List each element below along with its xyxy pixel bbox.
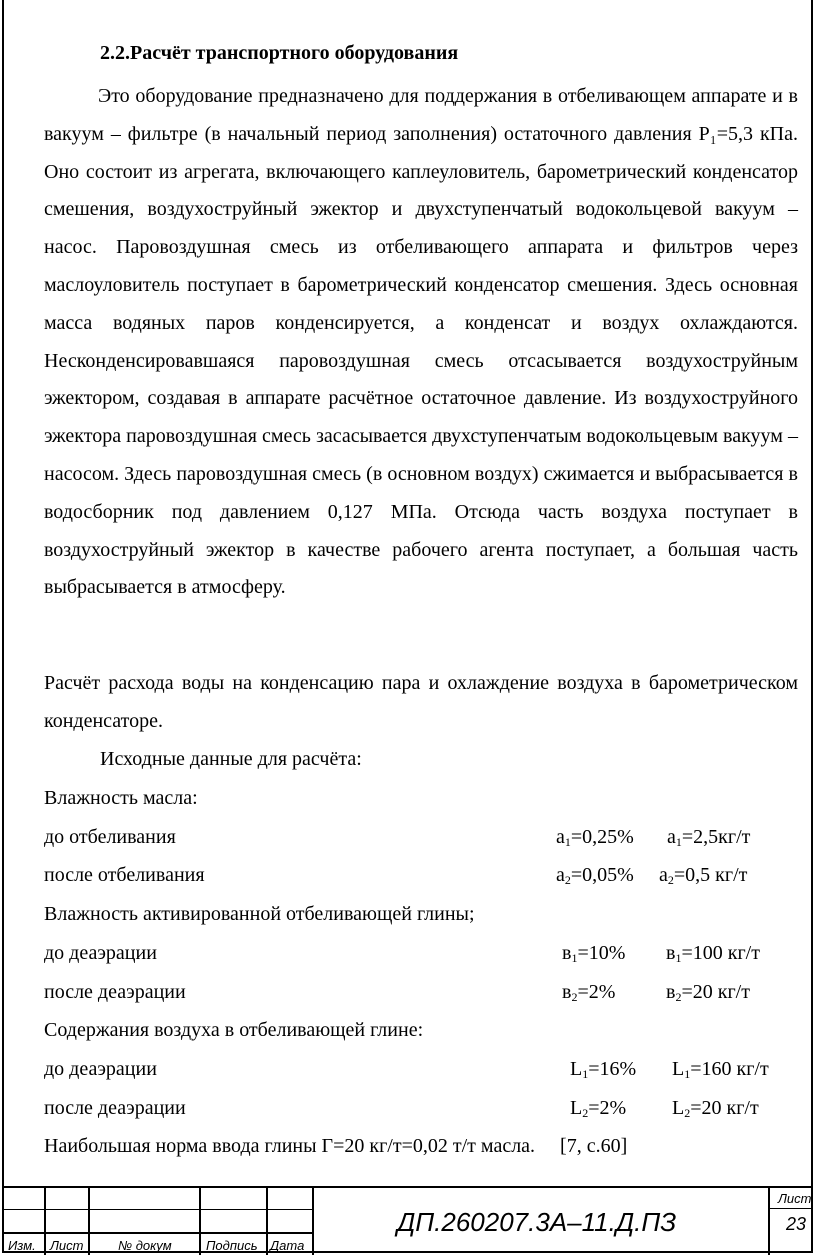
- value-1: $L_2=2\%$: [570, 1097, 627, 1120]
- sheet-number: 23: [786, 1214, 807, 1234]
- section-heading: 2.2.Расчёт транспортного оборудования: [100, 42, 459, 64]
- value-1: $a_1=0,25\%$: [556, 826, 634, 849]
- value-2: $L_1=160$ кг/т: [672, 1058, 769, 1081]
- stamp-caption-izm: Изм.: [8, 1238, 36, 1253]
- stamp-row-line: [2, 1209, 312, 1210]
- paragraph-text: Это оборудование предназначено для поддержания в отбеливающем аппарате и в вакуум – фильтре (в начальный период заполнения) остаточного давления P₁=5,3 кПа. Оно состоит из агрегата, включающего каплеуловитель, барометрический конденсатор смешения, воздухоструйный эжектор и двухступенчатый водокольцевой вакуум – насос. Паровоздушная смесь из отбеливающего аппарата и фильтров через маслоуловитель поступает в барометрический конденсатор смешения. Здесь основная масса водяных паров конденсируется, а конденсат и воздух охлаждаются. Несконденсировавшаяся паровоздушная смесь отсасывается воздухоструйным эжектором, создавая в аппарате расчётное остаточное давление. Из воздухоструйного эжектора паровоздушная смесь засасывается двухступенчатым водокольцевым вакуум – насосом. Здесь паровоздушная смесь (в основном воздух) сжимается и выбрасывается в водосборник под давлением 0,127 МПа. Отсюда часть воздуха поступает в воздухоструйный эжектор в качестве рабочего агента поступает, а большая часть выбрасывается в атмосферу.: [44, 85, 798, 599]
- document-number: ДП.260207.3А–11.Д.ПЗ: [397, 1207, 677, 1237]
- stamp-caption-date: Дата: [270, 1238, 305, 1253]
- stamp-row-line: [768, 1208, 813, 1209]
- row-label: до отбеливания: [44, 826, 176, 848]
- value-1: $в_1=10\%$: [562, 942, 626, 965]
- value-1: $L_1=16\%$: [570, 1058, 637, 1081]
- paragraph-text: Расчёт расхода воды на конденсацию пара и охлаждение воздуха в барометрическом конденсаторе.: [44, 672, 798, 732]
- stamp-caption-sign: Подпись: [206, 1238, 258, 1253]
- sheet-caption: Лист: [778, 1191, 812, 1206]
- stamp-divider: [88, 1188, 90, 1255]
- row-label: после деаэрации: [44, 981, 186, 1003]
- paragraph-calculation-intro: [44, 665, 798, 741]
- value-2: $L_2=20$ кг/т: [672, 1097, 759, 1120]
- value-2: $a_1=2,5кг/т$: [667, 826, 751, 849]
- row-label: после деаэрации: [44, 1097, 186, 1119]
- value-1: $a_2=0,05\%$: [556, 864, 634, 887]
- title-block-stamp: [2, 1186, 813, 1253]
- group-title-oil-moisture: Влажность масла:: [44, 787, 198, 809]
- stamp-divider: [768, 1188, 770, 1255]
- value-2: $в_2=20$ кг/т: [666, 981, 750, 1004]
- stamp-divider: [44, 1188, 46, 1255]
- stamp-divider: [266, 1188, 268, 1255]
- stamp-row-line: [2, 1232, 312, 1234]
- stamp-divider: [199, 1188, 201, 1255]
- value-2: $a_2=0,5$ кг/т: [659, 864, 748, 887]
- value-1: $в_2=2\%$: [562, 981, 616, 1004]
- group-title-clay-moisture: Влажность активированной отбеливающей глины;: [44, 903, 475, 925]
- stamp-divider: [312, 1188, 314, 1255]
- input-data-heading: Исходные данные для расчёта:: [100, 748, 362, 770]
- row-label: до деаэрации: [44, 1058, 157, 1080]
- stamp-caption-list: Лист: [50, 1238, 84, 1253]
- clay-norm-line: Наибольшая норма ввода глины Г=20 кг/т=0,02 т/т масла. [7, с.60]: [44, 1135, 628, 1157]
- group-title-air-content: Содержания воздуха в отбеливающей глине:: [44, 1019, 424, 1041]
- row-label: до деаэрации: [44, 942, 157, 964]
- stamp-caption-doc: № докум: [118, 1238, 172, 1253]
- value-2: $в_1=100$ кг/т: [666, 942, 760, 965]
- row-label: после отбеливания: [44, 864, 205, 886]
- paragraph-equipment-description: [44, 78, 798, 607]
